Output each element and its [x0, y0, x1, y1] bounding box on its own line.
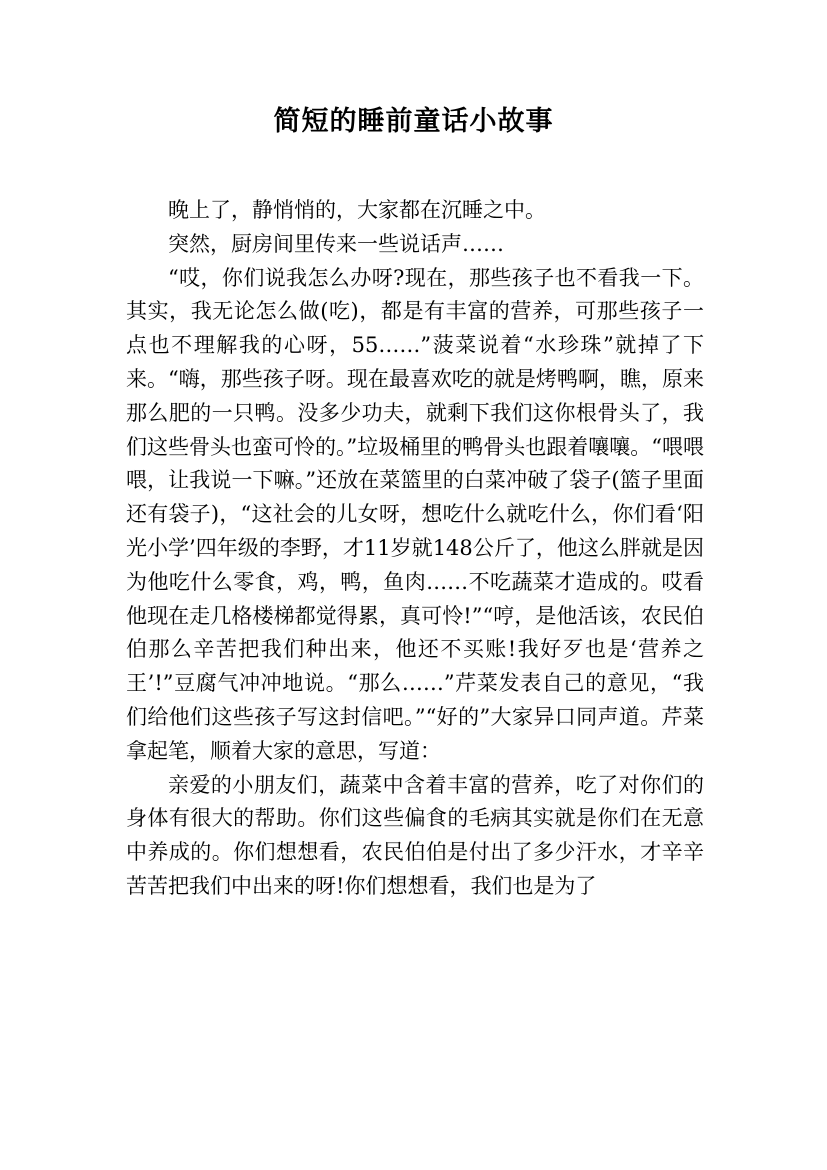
paragraph-4: 亲爱的小朋友们，蔬菜中含着丰富的营养，吃了对你们的身体有很大的帮助。你们这些偏食的毛病其实就是你们在无意中养成的。你们想想看，农民伯伯是付出了多少汗水，才辛辛苦苦把我们中出来的呀!你们想想看，我们也是为了: [126, 772, 704, 898]
paragraph-2: 突然，厨房间里传来一些说话声……: [168, 231, 504, 256]
paragraph-3: “哎，你们说我怎么办呀?现在，那些孩子也不看我一下。其实，我无论怎么做(吃)，都是有丰富的营养，可那些孩子一点也不理解我的心呀，55……”菠菜说着“水珍珠”就掉了下来。“嗨，那些孩子呀。现在最喜欢吃的就是烤鸭啊，瞧，原来那么肥的一只鸭。没多少功夫，就剩下我们这你根骨头了，我们这些骨头也蛮可怜的。”垃圾桶里的鸭骨头也跟着嚷嚷。“喂喂喂，让我说一下嘛。”还放在菜篮里的白菜冲破了袋子(篮子里面还有袋子)，“这社会的儿女呀，想吃什么就吃什么，你们看‘阳光小学’四年级的李野，才11岁就148公斤了，他这么胖就是因为他吃什么零食，鸡，鸭，鱼肉……不吃蔬菜才造成的。哎看他现在走几格楼梯都觉得累，真可怜!”“哼，是他活该，农民伯伯那么辛苦把我们种出来，他还不买账!我好歹也是‘营养之王’!”豆腐气冲冲地说。“那么……”芹菜发表自己的意见，“我们给他们这些孩子写这封信吧。”“好的”大家异口同声道。芹菜拿起笔，顺着大家的意思，写道：: [126, 265, 704, 763]
document-body: [126, 194, 704, 904]
paragraph-1: 晚上了，静悄悄的，大家都在沉睡之中。: [168, 198, 546, 222]
document-title: 简短的睡前童话小故事: [273, 106, 554, 137]
